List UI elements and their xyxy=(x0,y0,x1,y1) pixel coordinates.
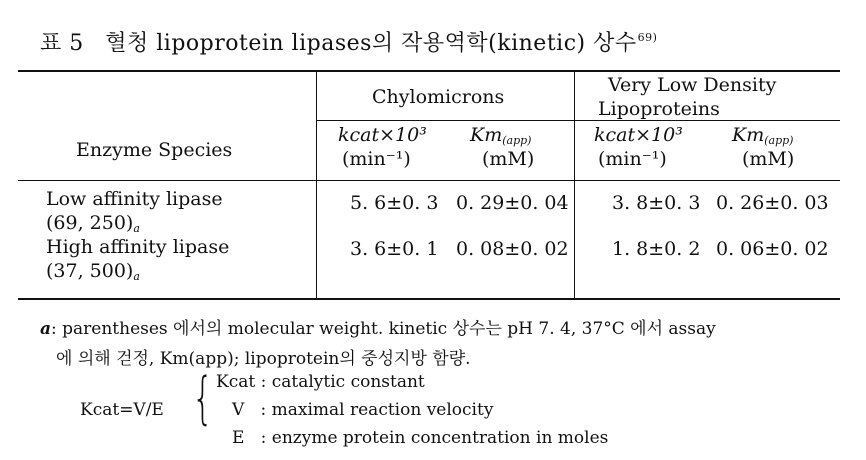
row1-enzyme-name: Low affinity lipase xyxy=(46,188,223,210)
header-chylomicrons: Chylomicrons xyxy=(372,86,505,108)
chylo-km-unit: (mM) xyxy=(482,148,535,170)
chylo-kcat-header: kcat×10³ xyxy=(338,124,427,146)
row2-vldl-km: 0. 06±0. 02 xyxy=(716,238,829,260)
caption-text: 혈청 lipoprotein lipases의 작용역학(kinetic) 상수 xyxy=(105,31,637,56)
header-enzyme-species: Enzyme Species xyxy=(76,139,233,161)
row1-vldl-km: 0. 26±0. 03 xyxy=(716,192,829,214)
row1-chylo-kcat: 5. 6±0. 3 xyxy=(350,192,439,214)
top-rule xyxy=(18,70,840,72)
table-caption xyxy=(40,26,657,57)
vldl-kcat-header: kcat×10³ xyxy=(594,124,683,146)
row2-chylo-kcat: 3. 6±0. 1 xyxy=(350,238,439,260)
formula-item-kcat: Kcat : catalytic constant xyxy=(216,372,425,392)
footnote-line2: 에 의해 걷정, Km(app); lipoprotein의 중성지방 함량. xyxy=(56,349,471,369)
header-bottom-rule xyxy=(18,180,840,181)
chylo-kcat-unit: (min⁻¹) xyxy=(342,148,411,170)
chylo-km-header: $Km_{(app)}$ xyxy=(470,124,532,147)
vertical-divider-1 xyxy=(316,72,317,298)
vldl-km-unit: (mM) xyxy=(742,148,795,170)
row1-vldl-kcat: 3. 8±0. 3 xyxy=(612,192,701,214)
header-vldl-line2: Lipoproteins xyxy=(598,98,720,120)
row2-molecular-weight: (37, $500)_a$ xyxy=(46,260,140,283)
row2-vldl-kcat: 1. 8±0. 2 xyxy=(612,238,701,260)
header-vldl-line1: Very Low Density xyxy=(608,74,777,96)
row1-chylo-km: 0. 29±0. 04 xyxy=(456,192,569,214)
formula-brace: { xyxy=(192,366,214,431)
table-bottom-rule xyxy=(18,298,840,300)
footnote-marker: a xyxy=(40,319,52,339)
formula-lhs: Kcat=V/E xyxy=(80,400,164,420)
formula-item-e: E : enzyme protein concentration in moles xyxy=(232,428,609,448)
row2-enzyme-name: High affinity lipase xyxy=(46,236,230,258)
formula-item-v: V : maximal reaction velocity xyxy=(232,400,494,420)
table-label: 표 5 xyxy=(40,31,84,56)
footnote-line1: a: parentheses 에서의 molecular weight. kinetic 상수는 pH 7. 4, 37°C 에서 assay xyxy=(40,319,716,339)
row1-molecular-weight: (69, $250)_a$ xyxy=(46,212,140,235)
vldl-kcat-unit: (min⁻¹) xyxy=(598,148,667,170)
vertical-divider-2 xyxy=(574,72,575,298)
header-mid-rule xyxy=(316,120,840,121)
row2-chylo-km: 0. 08±0. 02 xyxy=(456,238,569,260)
caption-reference: 69) xyxy=(637,31,658,44)
vldl-km-header: $Km_{(app)}$ xyxy=(732,124,794,147)
